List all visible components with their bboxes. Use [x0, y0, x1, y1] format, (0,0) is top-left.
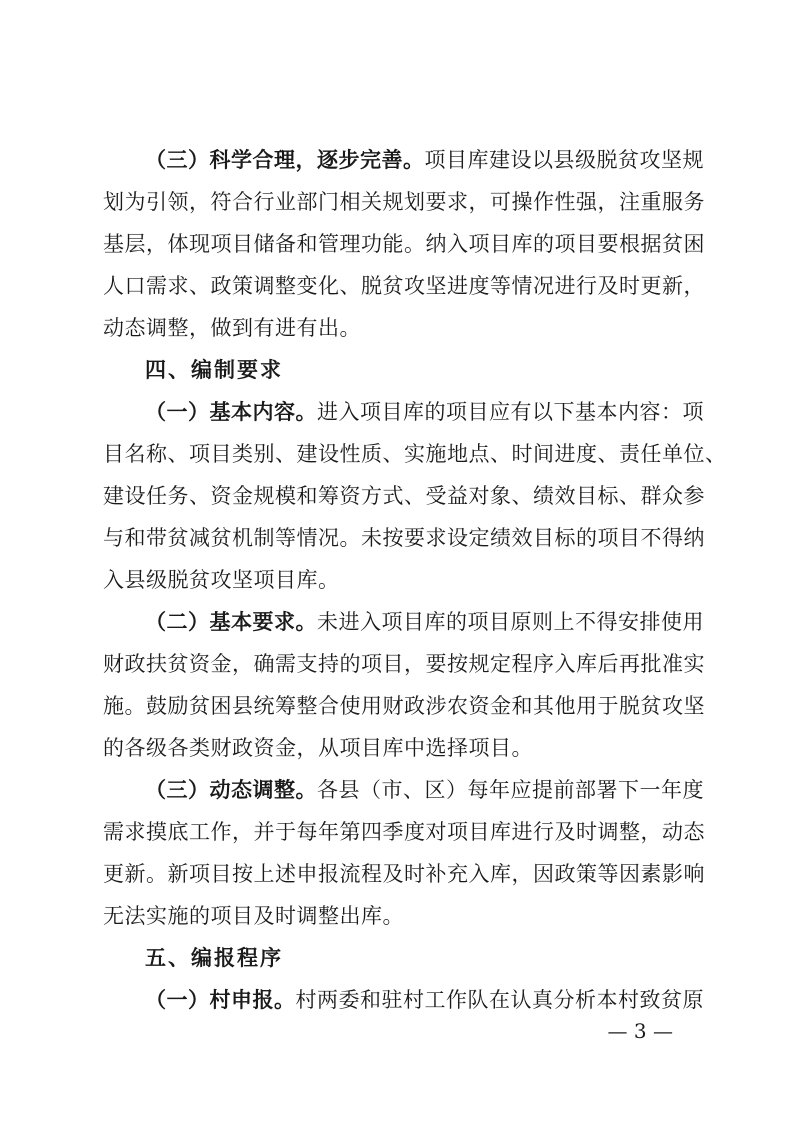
paragraph-1-line-5: 动态调整，做到有进有出。 — [103, 316, 361, 340]
paragraph-2-line-1-text: 进入项目库的项目应有以下基本内容：项 — [317, 400, 704, 424]
paragraph-1-line-1 — [145, 146, 704, 174]
paragraph-5-lead: （一）村申报。 — [145, 987, 296, 1012]
paragraph-2-line-5: 入县级脱贫攻坚项目库。 — [103, 568, 340, 592]
paragraph-4-line-1-text: 各县（市、区）每年应提前部署下一年度 — [317, 778, 704, 802]
paragraph-5-line-1 — [145, 986, 704, 1014]
page-number: — 3 — — [607, 1019, 673, 1043]
paragraph-4-line-2: 需求摸底工作，并于每年第四季度对项目库进行及时调整，动态 — [103, 820, 705, 844]
paragraph-2-line-2: 目名称、项目类别、建设性质、实施地点、时间进度、责任单位、 — [103, 442, 727, 466]
paragraph-5-line-1-text: 村两委和驻村工作队在认真分析本村致贫原 — [295, 988, 704, 1012]
paragraph-1-line-3: 基层，体现项目储备和管理功能。纳入项目库的项目要根据贫困 — [103, 232, 705, 256]
paragraph-1-line-2: 划为引领，符合行业部门相关规划要求，可操作性强，注重服务 — [103, 190, 705, 214]
paragraph-3-lead: （二）基本要求。 — [145, 609, 317, 634]
paragraph-3-line-2: 财政扶贫资金，确需支持的项目，要按规定程序入库后再批准实 — [103, 652, 705, 676]
paragraph-2-line-4: 与和带贫减贫机制等情况。未按要求设定绩效目标的项目不得纳 — [103, 526, 705, 550]
paragraph-3-line-1-text: 未进入项目库的项目原则上不得安排使用 — [317, 610, 704, 634]
section-4-heading: 四、编制要求 — [145, 358, 283, 382]
paragraph-2-line-3: 建设任务、资金规模和筹资方式、受益对象、绩效目标、群众参 — [103, 484, 705, 508]
paragraph-1-lead: （三）科学合理，逐步完善。 — [145, 147, 425, 172]
paragraph-4-line-3: 更新。新项目按上述申报流程及时补充入库，因政策等因素影响 — [103, 862, 705, 886]
paragraph-1-line-1-text: 项目库建设以县级脱贫攻坚规 — [424, 148, 704, 172]
paragraph-3-line-4: 的各级各类财政资金，从项目库中选择项目。 — [103, 736, 533, 760]
paragraph-3-line-3: 施。鼓励贫困县统筹整合使用财政涉农资金和其他用于脱贫攻坚 — [103, 694, 705, 718]
paragraph-4-line-1 — [145, 776, 704, 804]
paragraph-1-line-4: 人口需求、政策调整变化、脱贫攻坚进度等情况进行及时更新， — [103, 274, 705, 298]
section-5-heading: 五、编报程序 — [145, 946, 283, 970]
paragraph-4-lead: （三）动态调整。 — [145, 777, 317, 802]
paragraph-2-line-1 — [145, 398, 704, 426]
paragraph-2-lead: （一）基本内容。 — [145, 399, 317, 424]
paragraph-3-line-1 — [145, 608, 704, 636]
paragraph-4-line-4: 无法实施的项目及时调整出库。 — [103, 904, 404, 928]
